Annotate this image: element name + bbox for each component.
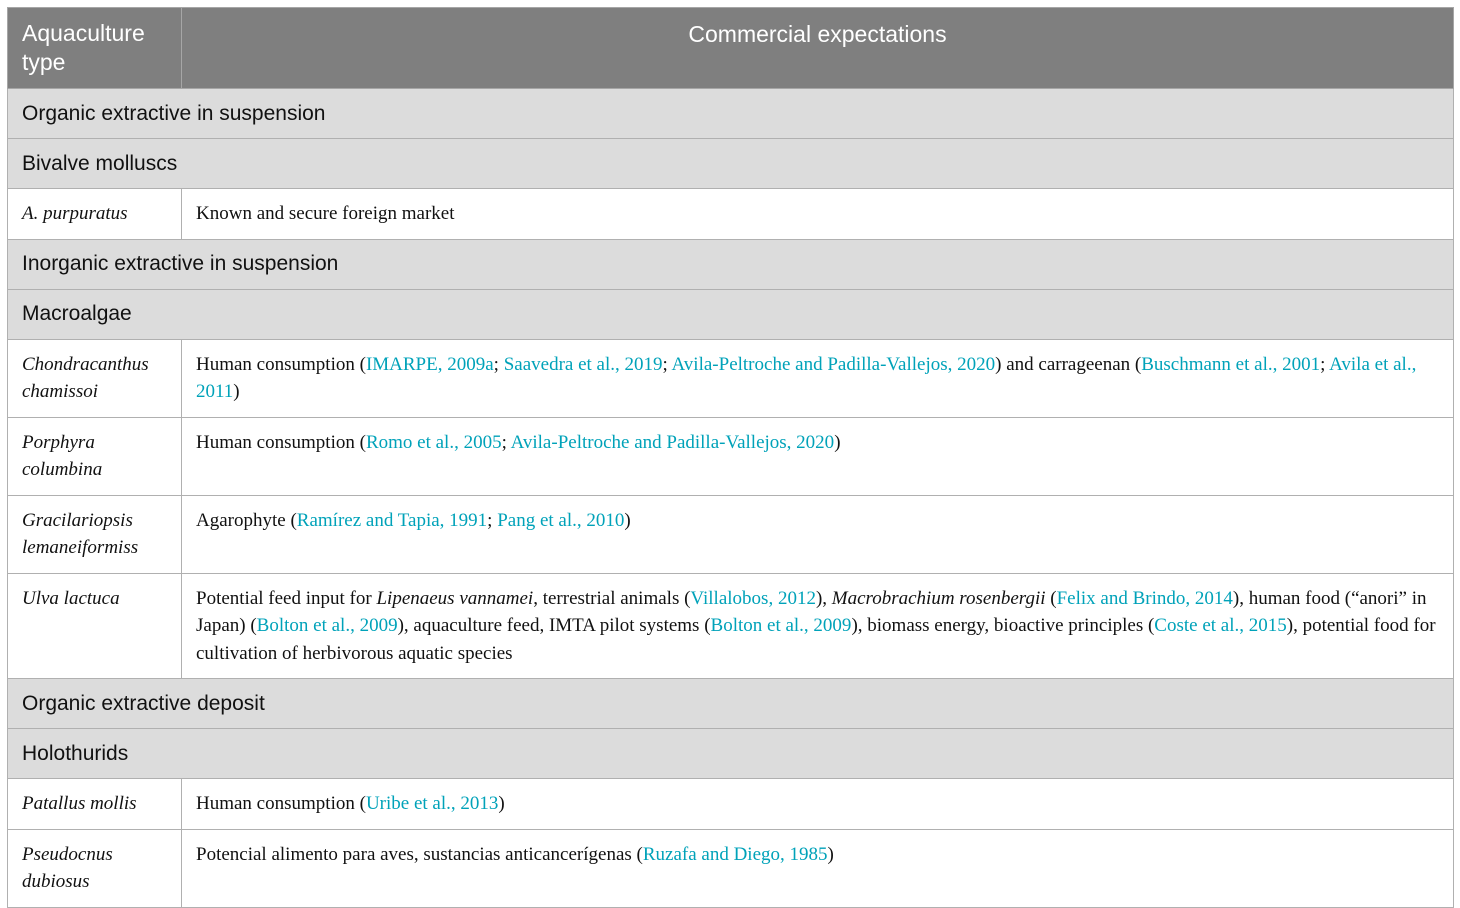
section-row <box>8 89 1454 139</box>
expectation-cell <box>182 779 1454 830</box>
data-table <box>7 7 1454 908</box>
reference-link[interactable]: Bolton et al., 2009 <box>710 615 852 636</box>
species-cell: A. purpuratus <box>8 189 182 240</box>
section-organic-suspension: Organic extractive in suspension <box>8 89 1454 139</box>
reference-link[interactable]: Avila-Peltroche and Padilla-Vallejos, 2020 <box>671 353 996 375</box>
text-span: Human consumption ( <box>196 793 366 814</box>
reference-link[interactable]: Pang et al., 2010 <box>497 509 625 531</box>
text-span: Potencial alimento para aves, sustancias anticancerígenas ( <box>196 843 643 865</box>
table-row <box>8 779 1454 830</box>
text-span: ; <box>662 353 672 375</box>
species-name: Lipenaeus vannamei <box>376 587 534 609</box>
expectation-cell <box>182 495 1454 573</box>
section-row <box>8 679 1454 729</box>
text-span: Potential feed input for <box>196 587 377 609</box>
header-aquaculture-type: Aquaculture type <box>8 8 182 89</box>
species-cell: Porphyra columbina <box>8 417 182 495</box>
table-row <box>8 189 1454 240</box>
species-cell: Pseudocnus dubiosus <box>8 829 182 907</box>
text-span: ) <box>498 793 505 814</box>
text-span: ) <box>827 843 834 865</box>
text-span: ), biomass energy, bioactive principles ( <box>851 615 1155 636</box>
reference-link[interactable]: Ramírez and Tapia, 1991 <box>296 509 488 531</box>
text-span: Agarophyte ( <box>196 509 297 531</box>
text-span: ; <box>501 431 511 453</box>
section-row <box>8 239 1454 289</box>
reference-link[interactable]: Saavedra et al., 2019 <box>503 353 663 375</box>
text-span: ; <box>1320 353 1330 375</box>
table-row <box>8 495 1454 573</box>
reference-link[interactable]: Ruzafa and Diego, 1985 <box>642 843 828 865</box>
text-span: ), potential food for cultivation of herbivorous aquatic species <box>196 615 1436 664</box>
text-span: ), aquaculture feed, IMTA pilot systems ( <box>397 615 711 636</box>
table-row <box>8 339 1454 417</box>
reference-link[interactable]: Coste et al., 2015 <box>1154 615 1287 636</box>
section-row <box>8 289 1454 339</box>
text-span: ( <box>1045 587 1057 609</box>
expectation-cell <box>182 339 1454 417</box>
text-span: Human consumption ( <box>196 431 366 453</box>
text-span: ) <box>624 509 631 531</box>
text-span: ), <box>815 587 832 609</box>
section-holothurids: Holothurids <box>8 729 1454 779</box>
section-macroalgae: Macroalgae <box>8 289 1454 339</box>
text-span: ; <box>493 353 504 375</box>
expectation-cell <box>182 417 1454 495</box>
species-cell: Patallus mollis <box>8 779 182 830</box>
text-span: ) <box>233 381 240 402</box>
text-span: Human consumption ( <box>196 353 366 375</box>
reference-link[interactable]: Uribe et al., 2013 <box>365 793 499 814</box>
section-organic-deposit: Organic extractive deposit <box>8 679 1454 729</box>
reference-link[interactable]: Felix and Brindo, 2014 <box>1056 587 1233 609</box>
text-span: ), human food (“anori” in Japan) ( <box>196 587 1427 636</box>
reference-link[interactable]: Avila-Peltroche and Padilla-Vallejos, 2020 <box>510 431 835 453</box>
species-cell: Ulva lactuca <box>8 573 182 679</box>
expectation-cell <box>182 829 1454 907</box>
table-row <box>8 573 1454 679</box>
text-span: ) and carrageenan ( <box>995 353 1142 375</box>
table-header-row <box>8 8 1454 89</box>
reference-link[interactable]: Romo et al., 2005 <box>365 431 502 453</box>
expectation-cell <box>182 573 1454 679</box>
text-span: ) <box>834 431 841 453</box>
section-bivalve-molluscs: Bivalve molluscs <box>8 139 1454 189</box>
text-span: ; <box>487 509 498 531</box>
table-row <box>8 829 1454 907</box>
section-row <box>8 729 1454 779</box>
reference-link[interactable]: Avila et al., 2011 <box>196 353 1417 402</box>
header-commercial-expectations: Commercial expectations <box>182 8 1454 89</box>
species-cell: Gracilariopsis lemaneiformiss <box>8 495 182 573</box>
species-name: Macrobrachium rosenbergii <box>831 587 1046 609</box>
expectation-cell: Known and secure foreign market <box>182 189 1454 240</box>
reference-link[interactable]: IMARPE, 2009a <box>365 353 494 375</box>
reference-link[interactable]: Bolton et al., 2009 <box>256 615 398 636</box>
reference-link[interactable]: Villalobos, 2012 <box>690 587 816 609</box>
section-inorganic-suspension: Inorganic extractive in suspension <box>8 239 1454 289</box>
text-span: , terrestrial animals ( <box>533 587 691 609</box>
table-row <box>8 417 1454 495</box>
species-cell: Chondracanthus chamissoi <box>8 339 182 417</box>
reference-link[interactable]: Buschmann et al., 2001 <box>1141 353 1321 375</box>
section-row <box>8 139 1454 189</box>
